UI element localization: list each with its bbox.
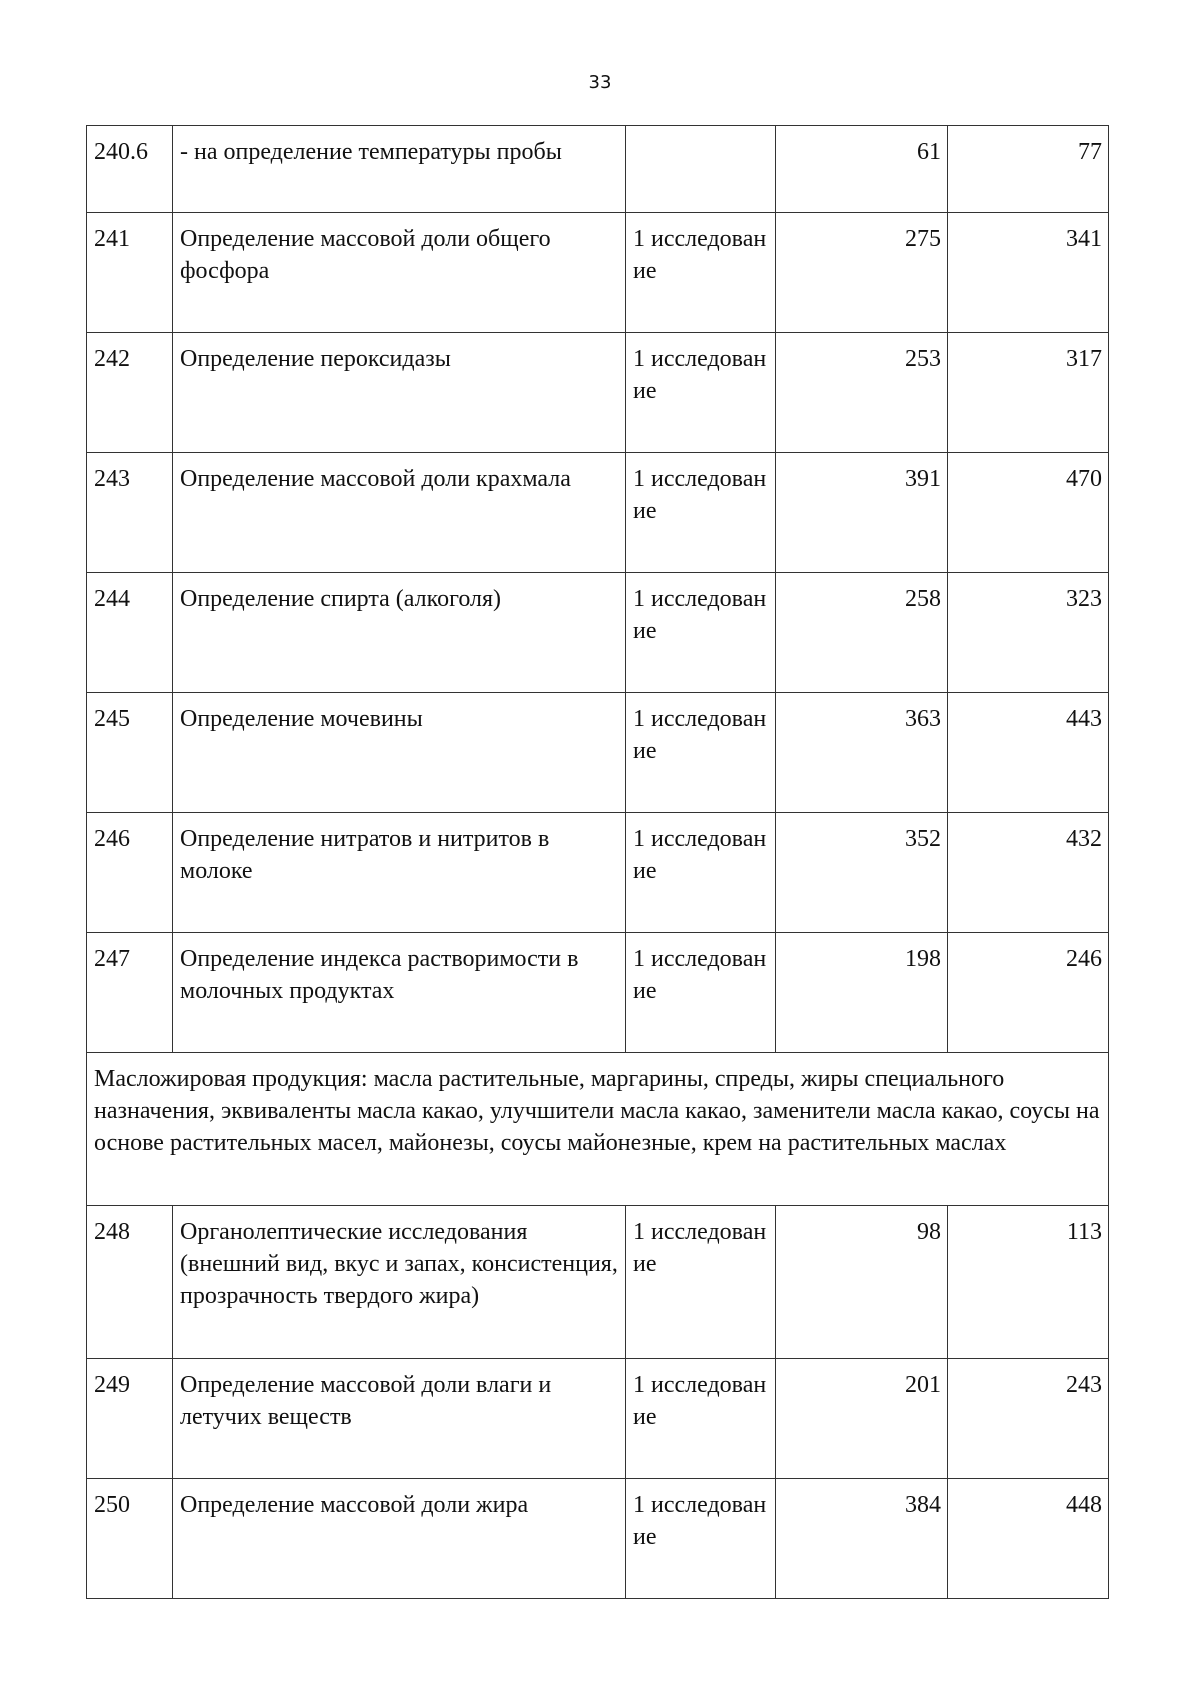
page-number: 33 bbox=[588, 72, 612, 93]
section-header: Масложировая продукция: масла растительные, маргарины, спреды, жиры специального назначения, эквиваленты масла какао, улучшители масла какао, заменители масла какао, соусы на основе растительных масел, майонезы, соусы майонезные, крем на растительных маслах bbox=[87, 1053, 1109, 1206]
row-price-1: 253 bbox=[776, 333, 948, 453]
row-code: 240.6 bbox=[87, 126, 173, 213]
row-price-2: 323 bbox=[948, 573, 1109, 693]
row-price-1: 352 bbox=[776, 813, 948, 933]
row-price-2: 443 bbox=[948, 693, 1109, 813]
row-name: Определение нитратов и нитритов в молоке bbox=[173, 813, 626, 933]
table-row bbox=[87, 813, 1109, 933]
row-code: 246 bbox=[87, 813, 173, 933]
row-price-1: 391 bbox=[776, 453, 948, 573]
row-code: 244 bbox=[87, 573, 173, 693]
price-table bbox=[86, 125, 1109, 1599]
row-price-1: 98 bbox=[776, 1206, 948, 1359]
row-price-1: 201 bbox=[776, 1359, 948, 1479]
table-row bbox=[87, 573, 1109, 693]
row-name: Определение мочевины bbox=[173, 693, 626, 813]
table-row bbox=[87, 126, 1109, 213]
row-unit: 1 исследование bbox=[626, 1479, 776, 1599]
row-price-2: 113 bbox=[948, 1206, 1109, 1359]
row-name: Органолептические исследования (внешний вид, вкус и запах, консистенция, прозрачность твердого жира) bbox=[173, 1206, 626, 1359]
row-price-1: 258 bbox=[776, 573, 948, 693]
section-row bbox=[87, 1053, 1109, 1206]
row-code: 241 bbox=[87, 213, 173, 333]
row-price-1: 363 bbox=[776, 693, 948, 813]
row-name: Определение массовой доли общего фосфора bbox=[173, 213, 626, 333]
row-unit bbox=[626, 126, 776, 213]
row-name: Определение индекса растворимости в молочных продуктах bbox=[173, 933, 626, 1053]
row-price-2: 246 bbox=[948, 933, 1109, 1053]
row-price-2: 470 bbox=[948, 453, 1109, 573]
table-row bbox=[87, 1479, 1109, 1599]
table-body-fats bbox=[87, 1206, 1109, 1599]
row-name: Определение массовой доли крахмала bbox=[173, 453, 626, 573]
table-row bbox=[87, 453, 1109, 573]
row-code: 245 bbox=[87, 693, 173, 813]
row-name: Определение пероксидазы bbox=[173, 333, 626, 453]
row-price-2: 448 bbox=[948, 1479, 1109, 1599]
row-price-1: 384 bbox=[776, 1479, 948, 1599]
row-name: Определение массовой доли жира bbox=[173, 1479, 626, 1599]
row-code: 242 bbox=[87, 333, 173, 453]
table-row bbox=[87, 1206, 1109, 1359]
row-price-2: 432 bbox=[948, 813, 1109, 933]
row-name: Определение спирта (алкоголя) bbox=[173, 573, 626, 693]
row-code: 248 bbox=[87, 1206, 173, 1359]
table-row bbox=[87, 333, 1109, 453]
row-code: 247 bbox=[87, 933, 173, 1053]
table-row bbox=[87, 1359, 1109, 1479]
row-unit: 1 исследование bbox=[626, 573, 776, 693]
table-body-dairy bbox=[87, 126, 1109, 1053]
table-body-section bbox=[87, 1053, 1109, 1206]
row-name: - на определение температуры пробы bbox=[173, 126, 626, 213]
row-name: Определение массовой доли влаги и летучих веществ bbox=[173, 1359, 626, 1479]
row-unit: 1 исследование bbox=[626, 213, 776, 333]
row-unit: 1 исследование bbox=[626, 453, 776, 573]
row-code: 249 bbox=[87, 1359, 173, 1479]
table-row bbox=[87, 933, 1109, 1053]
row-price-1: 198 bbox=[776, 933, 948, 1053]
row-unit: 1 исследование bbox=[626, 1206, 776, 1359]
row-price-2: 77 bbox=[948, 126, 1109, 213]
row-unit: 1 исследование bbox=[626, 933, 776, 1053]
row-unit: 1 исследование bbox=[626, 813, 776, 933]
row-price-2: 341 bbox=[948, 213, 1109, 333]
table-row bbox=[87, 693, 1109, 813]
row-price-1: 275 bbox=[776, 213, 948, 333]
row-unit: 1 исследование bbox=[626, 333, 776, 453]
row-price-2: 317 bbox=[948, 333, 1109, 453]
row-unit: 1 исследование bbox=[626, 1359, 776, 1479]
row-price-1: 61 bbox=[776, 126, 948, 213]
row-price-2: 243 bbox=[948, 1359, 1109, 1479]
row-code: 250 bbox=[87, 1479, 173, 1599]
table-row bbox=[87, 213, 1109, 333]
row-code: 243 bbox=[87, 453, 173, 573]
row-unit: 1 исследование bbox=[626, 693, 776, 813]
